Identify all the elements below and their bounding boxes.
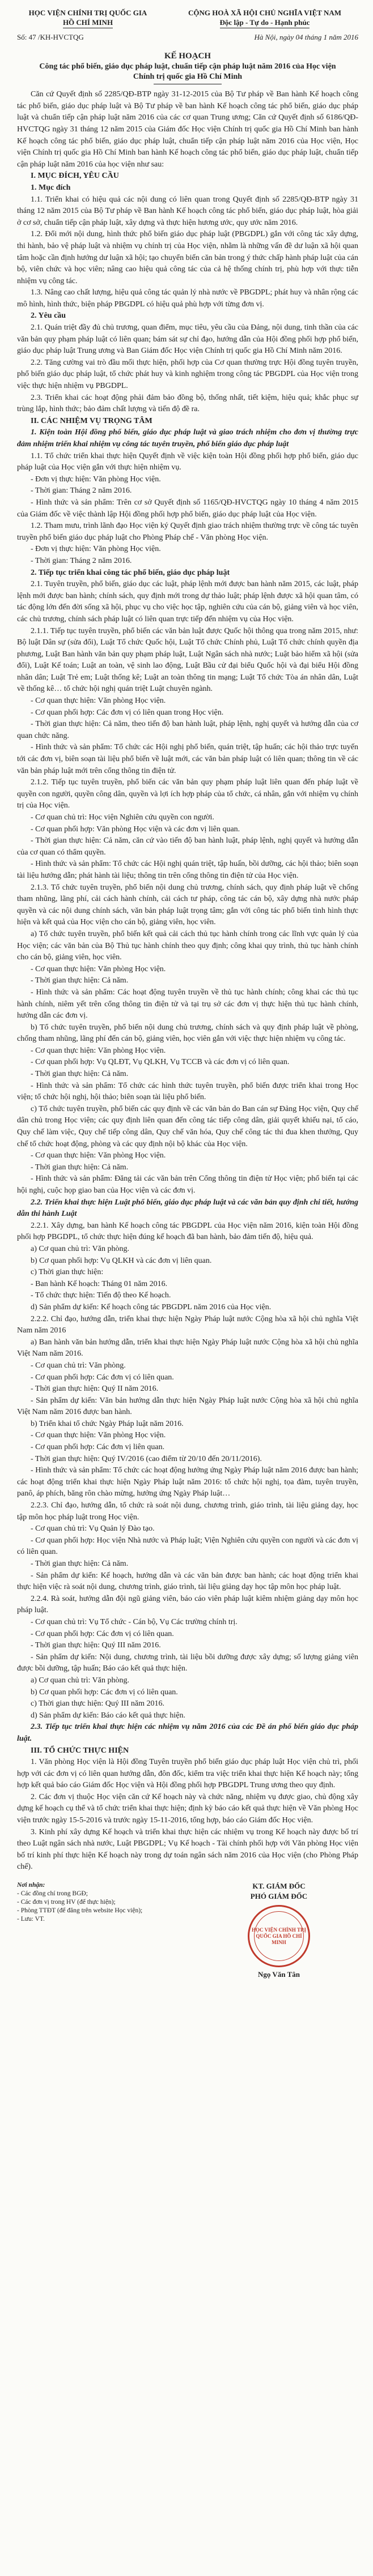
body-paragraph: - Hình thức và sản phẩm: Tổ chức các Hội nghị quán triệt, tập huấn, bồi dưỡng, các hội thảo; biên soạn tài liệu hướng dẫn; phát hành tài liệu; thông tin trên cổng thông tin điện tử của Học viện. xyxy=(17,860,358,880)
list-line: - Thời gian thực hiện: Quý III năm 2016. xyxy=(31,1641,161,1650)
section-heading: 1. Kiện toàn Hội đồng phổ biến, giáo dục pháp luật và giao trách nhiệm cho đơn vị thường trực đảm nhiệm triển khai nhiệm vụ công tác tuyên truyền, phổ biến giáo dục pháp luật xyxy=(17,428,358,448)
list-line: - Cơ quan phối hợp: Vụ QLĐT, Vụ QLKH, Vụ TCCB và các đơn vị có liên quan. xyxy=(31,1058,290,1067)
document-body xyxy=(17,89,358,1873)
list-line: c) Thời gian thực hiện: Quý III năm 2016. xyxy=(31,1699,164,1708)
official-seal-stamp xyxy=(248,1905,310,1967)
body-paragraph: - Hình thức và sản phẩm: Tổ chức các Hội nghị phổ biến, quán triệt, tập huấn; các hội thảo trực tuyến tới các đơn vị, biên soạn tài liệu phổ biến về luật mới, các văn bản pháp luật có liên quan; thông tin về các văn bản pháp luật mới trên cổng thông tin điện tử. xyxy=(17,743,358,775)
doc-number: Số: 47 /KH-HVCTQG xyxy=(17,33,84,41)
body-paragraph: 2.1.2. Tiếp tục tuyên truyền, phổ biến các văn bản quy phạm pháp luật liên quan đến pháp luật về quyền con người, quyền công dân, quyền và lợi ích hợp pháp của tổ chức, cá nhân, gắn với nhiệm vụ chính trị của Học viện. xyxy=(17,778,358,810)
body-paragraph: 2.3. Triển khai các hoạt động phải đảm bảo đồng bộ, thống nhất, tiết kiệm, hiệu quả; khắc phục sự trùng lắp, hình thức; bảo đảm chất lượng và tiến độ đề ra. xyxy=(17,393,358,414)
list-line: - Ban hành Kế hoạch: Tháng 01 năm 2016. xyxy=(31,1279,168,1288)
sign-role2: PHÓ GIÁM ĐỐC xyxy=(250,1892,308,1901)
list-line: - Cơ quan chủ trì: Học viện Nghiên cứu quyền con người. xyxy=(31,813,214,822)
document-subtitle: Công tác phổ biến, giáo dục pháp luật, chuẩn tiếp cận pháp luật năm 2016 của Học viện Chính trị quốc gia Hồ Chí Minh xyxy=(39,62,336,82)
recipients-label: Nơi nhận: xyxy=(17,1882,45,1889)
list-line: - Thời gian thực hiện: Cả năm, căn cứ vào tiến độ ban hành luật, pháp lệnh, nghị quyết và hướng dẫn của cơ quan có thẩm quyền. xyxy=(17,836,358,857)
doc-meta-line xyxy=(17,32,358,44)
body-paragraph: c) Tổ chức tuyên truyền, phổ biến các quy định về các văn bản do Ban cán sự Đảng Học viện, Quy chế dân chủ trong Học viện; các quy định liên quan đến công tác tiếp công dân, giải quyết khiếu nại, tố cáo, Quy chế làm việc, Quy chế tiếp công dân, Quy chế văn hóa, Quy chế công tác thi đua khen thưởng, Quy chế tổ chức hoạt động, phòng và các quy định nội bộ khác của Học viện. xyxy=(17,1104,358,1148)
section-heading: 2. Tiếp tục triển khai công tác phổ biến, giáo dục pháp luật xyxy=(31,568,230,577)
list-line: - Đơn vị thực hiện: Văn phòng Học viện. xyxy=(31,545,161,554)
list-line: - Cơ quan phối hợp: Văn phòng Học viện và các đơn vị liên quan. xyxy=(31,825,240,834)
document-title: KẾ HOẠCH xyxy=(164,51,211,61)
list-line: - Thời gian thực hiện: Cả năm. xyxy=(31,1560,129,1568)
body-paragraph: 1.1. Tổ chức triển khai thực hiện Quyết định về việc kiện toàn Hội đồng phối hợp phổ biến, giáo dục pháp luật của Học viện gắn với thực hiện nhiệm vụ. xyxy=(17,451,358,472)
body-paragraph: a) Tổ chức tuyên truyền, phổ biến kết quả cải cách thủ tục hành chính trong các lĩnh vực quản lý của Học viện; các văn bản của Bộ Thủ tục hành chính theo quy định; công khai quy trình, thủ tục hành chính cho cán bộ, giảng viên, học viên. xyxy=(17,929,358,962)
body-paragraph: b) Tổ chức tuyên truyền, phổ biến nội dung chủ trương, chính sách và quy định pháp luật về phòng, chống tham nhũng, lãng phí đến cán bộ, giảng viên, học viên gắn với việc thực hiện nhiệm vụ công tác. xyxy=(17,1023,358,1044)
list-line: d) Sản phẩm dự kiến: Báo cáo kết quả thực hiện. xyxy=(31,1711,185,1720)
body-paragraph: 2.1. Quán triệt đầy đủ chủ trương, quan điểm, mục tiêu, yêu cầu của Đảng, nội dung, tinh thần của các văn bản quy phạm pháp luật có liên quan; bám sát sự chỉ đạo, hướng dẫn của Hội đồng phối hợp phổ biến, giáo dục pháp luật Trung ương và Ban Giám đốc Học viện Chính trị quốc gia Hồ Chí Minh năm 2016. xyxy=(17,323,358,356)
body-paragraph: 2.1.3. Tổ chức tuyên truyền, phổ biến nội dung chủ trương, chính sách, quy định pháp luật về chống tham nhũng, lãng phí, cải cách hành chính, cải cách tư pháp, công tác cán bộ, xây dựng nhà nước pháp quyền và các nội dung chính sách, văn bản pháp luật trọng tâm; gắn với công tác phổ biến tình hình thực hiện và kết quả của Học viện cho cán bộ, giảng viên, học viên. xyxy=(17,883,358,927)
nation-line2: Độc lập - Tự do - Hạnh phúc xyxy=(171,18,358,28)
org-line2: HỒ CHÍ MINH xyxy=(17,18,159,28)
body-paragraph: 2. Các đơn vị thuộc Học viện căn cứ Kế hoạch này và chức năng, nhiệm vụ được giao, chủ động xây dựng kế hoạch cụ thể và tổ chức triển khai thực hiện; định kỳ báo cáo kết quả thực hiện về Văn phòng Học viện trước ngày 15-5-2016 và trước ngày 15-11-2016, tổng hợp, báo cáo Giám đốc Học viện. xyxy=(17,1792,358,1825)
list-line: - Cơ quan chủ trì: Vụ Tổ chức - Cán bộ, Vụ Các trường chính trị. xyxy=(31,1617,238,1626)
seal-text: HỌC VIỆN CHÍNH TRỊ QUỐC GIA HỒ CHÍ MINH xyxy=(252,1926,306,1945)
list-line: - Cơ quan thực hiện: Văn phòng Học viện. xyxy=(31,1151,166,1160)
recipient-item: - Phòng TTĐT (để đăng trên website Học viện); xyxy=(17,1907,143,1915)
list-line: b) Cơ quan phối hợp: Các đơn vị có liên quan. xyxy=(31,1688,178,1697)
list-line: - Cơ quan thực hiện: Văn phòng Học viện. xyxy=(31,697,166,706)
list-line: a) Cơ quan chủ trì: Văn phòng. xyxy=(31,1244,129,1253)
list-line: - Thời gian thực hiện: Quý IV/2016 (cao điểm từ 20/10 đến 20/11/2016). xyxy=(31,1454,262,1463)
section-heading: 2.3. Tiếp tục triển khai thực hiện các nhiệm vụ năm 2016 của các Đề án phổ biến giáo dục pháp luật. xyxy=(17,1723,358,1743)
list-line: - Cơ quan phối hợp: Các đơn vị có liên quan trong Học viện. xyxy=(31,708,224,717)
body-paragraph: - Hình thức và sản phẩm: Tổ chức các hoạt động hưởng ứng Ngày Pháp luật năm 2016 được ban hành; các hoạt động triển khai thực hiện Ngày Pháp luật năm 2016: tổ chức hội nghị, tọa đàm, tuyên truyền, panô, áp phích, băng rôn chào mừng, hưởng ứng Ngày Pháp luật… xyxy=(17,1466,358,1498)
document-footer xyxy=(17,1881,358,1980)
list-line: c) Thời gian thực hiện: xyxy=(31,1268,104,1277)
body-paragraph: Căn cứ Quyết định số 2285/QĐ-BTP ngày 31-12-2015 của Bộ Tư pháp về Ban hành Kế hoạch công tác phổ biến, giáo dục pháp luật và Bộ Tư pháp về ban hành Kế hoạch công tác phổ biến, giáo dục pháp luật và chuẩn tiếp cận pháp luật năm 2016 của các cơ quan Trung ương; Căn cứ Quyết định số 6186/QĐ-HVCTQG ngày 31 tháng 12 năm 2015 của Giám đốc Học viện Chính trị quốc gia Hồ Chí Minh ban hành Kế hoạch công tác phổ biến, giáo dục pháp luật, chuẩn tiếp cận pháp luật năm 2016 của Học viện, Học viện Chính trị quốc gia Hồ Chí Minh ban hành Kế hoạch công tác phổ biến, giáo dục pháp luật, chuẩn tiếp cận pháp luật năm 2016 của học viện như sau: xyxy=(17,90,358,169)
list-line: - Cơ quan chủ trì: Vụ Quản lý Đào tạo. xyxy=(31,1524,155,1533)
body-paragraph: 1.2. Tham mưu, trình lãnh đạo Học viện ký Quyết định giao trách nhiệm thường trực về công tác tuyên truyền phổ biến giáo dục pháp luật cho Phòng Pháp chế - Văn phòng Học viện. xyxy=(17,522,358,542)
body-paragraph: - Hình thức và sản phẩm: Đăng tải các văn bản trên Cổng thông tin điện tử Học viện; phổ biến tại các hội nghị, cuộc họp giao ban của Học viện và các đơn vị. xyxy=(17,1174,358,1195)
body-paragraph: 1. Văn phòng Học viện là Hội đồng Tuyên truyền phổ biến giáo dục pháp luật Học viện chủ trì, phối hợp với các đơn vị có liên quan hướng dẫn, đôn đốc, kiểm tra việc triển khai thực hiện Kế hoạch này; tổng hợp kết quả báo cáo Giám đốc Học viện và Hội đồng phối hợp PBGDPL Trung ương theo quy định. xyxy=(17,1758,358,1790)
sign-role1: KT. GIÁM ĐỐC xyxy=(252,1882,306,1891)
list-line: b) Triển khai tổ chức Ngày Pháp luật năm 2016. xyxy=(31,1419,184,1428)
body-paragraph: 1.3. Nâng cao chất lượng, hiệu quả công tác quản lý nhà nước về PBGDPL; phát huy và nhân rộng các mô hình, hình thức, biện pháp PBGDPL có hiệu quả phù hợp với từng đơn vị. xyxy=(17,288,358,309)
body-paragraph: 1.2. Đổi mới nội dung, hình thức phổ biến giáo dục pháp luật (PBGDPL) gắn với công tác xây dựng, thi hành, bảo vệ pháp luật và nhiệm vụ chính trị của Học viện, nhằm là những vấn đề dư luận xã hội quan tâm hoặc cần định hướng dư luận xã hội; tạo chuyển biến căn bản trong ý thức chấp hành pháp luật của cán bộ, viên chức và học viên; nâng cao hiệu quả công tác của cả hệ thống chính trị, phù hợp với thực tiễn nhiệm vụ công tác. xyxy=(17,230,358,285)
body-paragraph: a) Ban hành văn bản hướng dẫn, triển khai thực hiện Ngày Pháp luật nước Cộng hòa xã hội chủ nghĩa Việt Nam năm 2016. xyxy=(17,1338,358,1359)
body-paragraph: - Sản phẩm dự kiến: Kế hoạch, hướng dẫn và các văn bản được ban hành; các hoạt động triển khai thực hiện việc rà soát nội dung, chương trình, giáo trình, tài liệu giảng dạy học tập môn học pháp luật. xyxy=(17,1571,358,1592)
body-paragraph: 2.1.1. Tiếp tục tuyên truyền, phổ biến các văn bản luật được Quốc hội thông qua trong năm 2015, như: Bộ luật Dân sự (sửa đổi), Luật Tổ chức Quốc hội, Luật Tổ chức Chính phủ, Luật Tổ chức chính quyền địa phương, Luật Ban hành văn bản quy phạm pháp luật, Luật Ngân sách nhà nước; Luật bảo hiểm xã hội (sửa đổi), Luật Kế toán; Luật an toàn, vệ sinh lao động, Luật Bầu cử đại biểu Quốc hội và đại biểu Hội đồng nhân dân; Luật Trẻ em; Luật thống kê; Luật an toàn thông tin mạng; Luật Tổ chức Tòa án nhân dân, Luật về thống kê… tổ chức hội nghị quán triệt Luật chuyên ngành. xyxy=(17,626,358,694)
document-header xyxy=(17,8,358,28)
section-heading: 2.2. Triển khai thực hiện Luật phổ biến, giáo dục pháp luật và các văn bản quy định chi tiết, hướng dẫn thi hành Luật xyxy=(17,1198,358,1219)
signature-block xyxy=(200,1881,358,1980)
list-line: b) Cơ quan phối hợp: Vụ QLKH và các đơn vị liên quan. xyxy=(31,1256,212,1265)
body-paragraph: 2.2.3. Chỉ đạo, hướng dẫn, tổ chức rà soát nội dung, chương trình, giáo trình, tài liệu giảng dạy, học tập môn học pháp luật trong Học viện. xyxy=(17,1501,358,1522)
list-line: - Thời gian thực hiện: Quý II năm 2016. xyxy=(31,1385,159,1394)
list-line: - Đơn vị thực hiện: Văn phòng Học viện. xyxy=(31,475,161,484)
recipients-block xyxy=(17,1881,176,1980)
list-line: - Cơ quan phối hợp: Các đơn vị có liên quan. xyxy=(31,1373,174,1382)
body-paragraph: 2.1. Tuyên truyền, phổ biến, giáo dục các luật, pháp lệnh mới được ban hành năm 2015, các luật, pháp lệnh mới được ban hành; chính sách, quy định mới trong dự thảo luật; pháp lệnh được xã hội quan tâm, có tác động lớn đến đời sống xã hội, phục vụ cho việc học tập, nghiên cứu của cán bộ, giảng viên và học viên, các chủ trương, chính sách pháp luật có liên quan trực tiếp đến nhiệm vụ của Học viện. xyxy=(17,580,358,623)
list-line: - Cơ quan phối hợp: Các đơn vị liên quan. xyxy=(31,1443,165,1452)
recipient-item: - Các đồng chí trong BGĐ; xyxy=(17,1890,88,1898)
body-paragraph: - Hình thức và sản phẩm: Các hoạt động tuyên truyền về thủ tục hành chính; công khai các thủ tục hành chính, niêm yết trên cổng thông tin điện tử và tại trụ sở các đơn vị thực hiện thủ tục hành chính, hướng dẫn các đơn vị. xyxy=(17,988,358,1020)
section-heading: II. CÁC NHIỆM VỤ TRỌNG TÂM xyxy=(31,416,152,425)
body-paragraph: 2.2.4. Rà soát, hướng dẫn đội ngũ giảng viên, báo cáo viên pháp luật kiêm nhiệm giảng dạy môn học pháp luật. xyxy=(17,1594,358,1615)
list-line: - Thời gian: Tháng 2 năm 2016. xyxy=(31,486,132,495)
body-paragraph: - Cơ quan phối hợp: Học viện Nhà nước và Pháp luật; Viện Nghiên cứu quyền con người và các đơn vị có liên quan. xyxy=(17,1536,358,1557)
section-heading: III. TỔ CHỨC THỰC HIỆN xyxy=(31,1746,129,1755)
section-heading: 2. Yêu cầu xyxy=(31,311,66,321)
list-line: - Cơ quan phối hợp: Các đơn vị có liên quan. xyxy=(31,1629,174,1638)
section-heading: I. MỤC ĐÍCH, YÊU CẦU xyxy=(31,172,119,181)
list-line: - Thời gian thực hiện: Cả năm, theo tiến độ ban hành luật, pháp lệnh, nghị quyết và hướng dẫn của cơ quan chức năng. xyxy=(17,720,358,740)
list-line: - Thời gian thực hiện: Cả năm. xyxy=(31,976,129,985)
body-paragraph: - Hình thức và sản phẩm: Tổ chức các hình thức tuyên truyền, phổ biến được triển khai trong Học viện; tổ chức hội nghị, hội thảo; biên soạn tài liệu phổ biến. xyxy=(17,1081,358,1102)
body-paragraph: - Sản phẩm dự kiến: Nội dung, chương trình, tài liệu bồi dưỡng được xây dựng; số lượng giảng viên được bồi dưỡng, tập huấn; Báo cáo kết quả thực hiện. xyxy=(17,1652,358,1673)
body-paragraph: 2.2. Tăng cường vai trò đầu mối thực hiện, phối hợp của Cơ quan thường trực Hội đồng tuyên truyền, phổ biến giáo dục pháp luật, tổ chức phát huy và kinh nghiệm trong công tác PBGDPL của Học viện trong việc thực hiện nhiệm vụ PBGDPL. xyxy=(17,358,358,391)
list-line: - Cơ quan chủ trì: Văn phòng. xyxy=(31,1361,126,1370)
list-line: - Cơ quan thực hiện: Văn phòng Học viện. xyxy=(31,1431,166,1440)
issuing-org xyxy=(17,8,159,28)
body-paragraph: - Hình thức và sản phẩm: Trên cơ sở Quyết định số 1165/QĐ-HVCTQG ngày 10 tháng 4 năm 2015 của Giám đốc về việc thành lập Hội đồng phối hợp phổ biến, giáo dục pháp luật của Học viện. xyxy=(17,498,358,519)
list-line: - Cơ quan thực hiện: Văn phòng Học viện. xyxy=(31,1046,166,1055)
nation-line1: CỘNG HOÀ XÃ HỘI CHỦ NGHĨA VIỆT NAM xyxy=(188,8,342,17)
body-paragraph: - Sản phẩm dự kiến: Văn bản hướng dẫn thực hiện Ngày Pháp luật nước Cộng hòa xã hội chủ nghĩa Việt Nam năm 2016 được ban hành. xyxy=(17,1396,358,1417)
list-line: a) Cơ quan chủ trì: Văn phòng. xyxy=(31,1676,129,1685)
body-paragraph: 3. Kinh phí xây dựng Kế hoạch và triển khai thực hiện các nhiệm vụ trong Kế hoạch này được bố trí theo Luật ngân sách nhà nước, Luật PBGDPL; Vụ Kế hoạch - Tài chính phối hợp với Văn phòng Học viện bố trí kinh phí thực hiện Kế hoạch này trong dự toán ngân sách năm 2016 của Học viện (cho Phòng Pháp chế). xyxy=(17,1827,358,1872)
national-motto xyxy=(171,8,358,28)
list-line: - Thời gian thực hiện: Cả năm. xyxy=(31,1070,129,1079)
signer-name: Ngọ Văn Tân xyxy=(258,1970,300,1979)
body-paragraph: 1.1. Triển khai có hiệu quả các nội dung có liên quan trong Quyết định số 2285/QĐ-BTP ngày 31 tháng 12 năm 2015 của Bộ Tư pháp về Ban hành Kế hoạch công tác phổ biến, giáo dục pháp luật, hòa giải ở cơ sở, chuẩn tiếp cận pháp luật, xây dựng và thực hiện hương ước, quy ước năm 2016. xyxy=(17,195,358,227)
org-line1: HỌC VIỆN CHÍNH TRỊ QUỐC GIA xyxy=(28,8,147,17)
list-line: - Thời gian thực hiện: Cả năm. xyxy=(31,1163,129,1172)
list-line: - Tổ chức thực hiện: Tiến độ theo Kế hoạch. xyxy=(31,1291,171,1300)
list-line: - Cơ quan thực hiện: Văn phòng Học viện. xyxy=(31,964,166,973)
body-paragraph: d) Sản phẩm dự kiến: Kế hoạch công tác PBGDPL năm 2016 của Học viện. xyxy=(31,1302,272,1312)
recipient-item: - Các đơn vị trong HV (để thực hiện); xyxy=(17,1899,116,1906)
list-line: - Thời gian: Tháng 2 năm 2016. xyxy=(31,556,132,565)
recipient-item: - Lưu: VT. xyxy=(17,1916,45,1923)
body-paragraph: 2.2.2. Chỉ đạo, hướng dẫn, triển khai thực hiện Ngày Pháp luật nước Cộng hòa xã hội chủ nghĩa Việt Nam năm 2016 xyxy=(17,1314,358,1335)
section-heading: 1. Mục đích xyxy=(31,183,71,192)
doc-date: Hà Nội, ngày 04 tháng 1 năm 2016 xyxy=(254,33,358,41)
body-paragraph: 2.2.1. Xây dựng, ban hành Kế hoạch công tác PBGDPL của Học viện năm 2016, kiện toàn Hội đồng phối hợp PBGDPL, tổ chức thực hiện đúng kế hoạch đã ban hành, bảo đảm tiến độ, hiệu quả. xyxy=(17,1221,358,1242)
